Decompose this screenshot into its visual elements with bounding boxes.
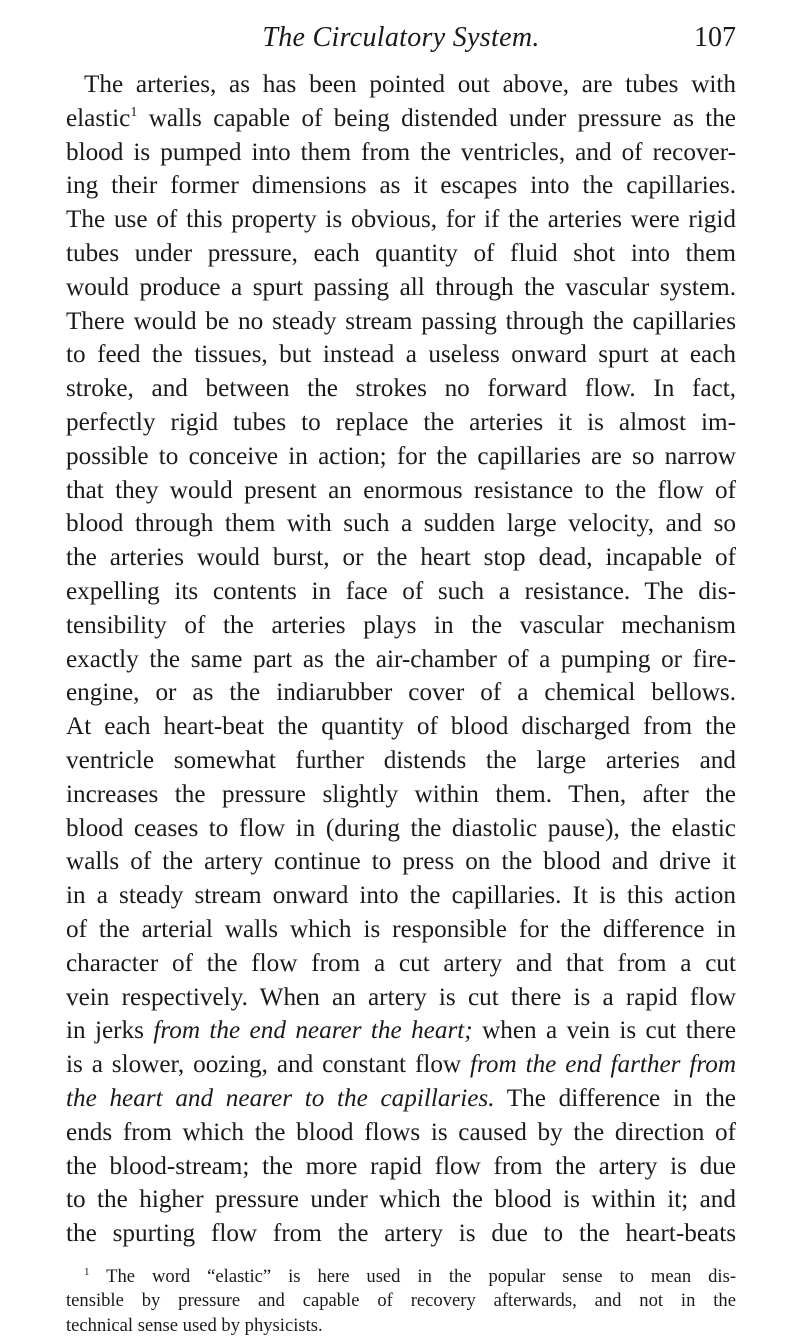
text-line: ends from which the blood flows is caused by the direction of	[66, 1118, 736, 1146]
text-line: There would be no steady stream passing through the capillaries	[66, 307, 736, 335]
text-line: character of the flow from a cut artery and that from a cut	[66, 949, 736, 977]
page-number: 107	[694, 22, 736, 53]
text-line: the blood-stream; the more rapid flow from the artery is due	[66, 1152, 736, 1180]
text-line: blood through them with such a sudden large velocity, and so	[66, 510, 736, 538]
italic-phrase: from the end nearer the heart;	[153, 1017, 473, 1045]
text-fragment: is a slower, oozing, and constant flow	[66, 1051, 462, 1079]
text-fragment: walls capable of being distended under pressure as the	[148, 104, 736, 132]
body-paragraph	[66, 68, 736, 1251]
footnote-line: tensible by pressure and capable of recovery afterwards, and not in the	[66, 1290, 736, 1312]
text-line: tensibility of the arteries plays in the vascular mechanism	[66, 611, 736, 639]
text-line: in a steady stream onward into the capillaries. It is this action	[66, 882, 736, 910]
text-line: vein respectively. When an artery is cut there is a rapid flow	[66, 983, 736, 1011]
text-fragment: The difference in the	[506, 1084, 736, 1112]
book-page	[66, 18, 736, 1338]
text-line	[66, 1082, 736, 1116]
text-fragment: elastic	[66, 104, 131, 132]
text-line	[66, 1014, 736, 1048]
text-line: ing their former dimensions as it escapes into the capillaries.	[66, 172, 736, 200]
text-line: of the arterial walls which is responsible for the difference in	[66, 915, 736, 943]
text-line: tubes under pressure, each quantity of fluid shot into them	[66, 239, 736, 267]
text-line: blood is pumped into them from the ventricles, and of recover-	[66, 138, 736, 166]
text-line: expelling its contents in face of such a resistance. The dis-	[66, 577, 736, 605]
italic-phrase: from the end farther from	[470, 1051, 737, 1079]
text-line: stroke, and between the strokes no forward flow. In fact,	[66, 375, 736, 403]
text-line: would produce a spurt passing all through the vascular system.	[66, 273, 736, 301]
text-line: The arteries, as has been pointed out above, are tubes with	[84, 71, 736, 98]
text-fragment: when a vein is cut there	[482, 1017, 737, 1045]
text-fragment: in jerks	[66, 1017, 144, 1045]
text-line: increases the pressure slightly within them. Then, after the	[66, 780, 736, 808]
text-line: At each heart-beat the quantity of blood discharged from the	[66, 713, 736, 741]
footnote-number: 1	[84, 1265, 90, 1278]
text-line: that they would present an enormous resistance to the flow of	[66, 476, 736, 504]
text-line	[66, 1048, 736, 1082]
text-line: engine, or as the indiarubber cover of a chemical bellows.	[66, 679, 736, 707]
footnote-line: technical sense used by physicists.	[66, 1314, 323, 1336]
text-fragment: The word “elastic” is here used in the popular sense to mean dis-	[106, 1265, 737, 1287]
text-line: perfectly rigid tubes to replace the arteries it is almost im-	[66, 408, 736, 436]
text-line: walls of the artery continue to press on the blood and drive it	[66, 848, 736, 876]
text-line: the arteries would burst, or the heart stop dead, incapable of	[66, 544, 736, 572]
text-line	[66, 102, 736, 136]
footnote-marker: 1	[130, 104, 138, 120]
text-line: the spurting flow from the artery is due to the heart-beats	[66, 1220, 736, 1248]
running-title: The Circulatory System.	[262, 22, 540, 53]
text-line: to the higher pressure under which the blood is within it; and	[66, 1186, 736, 1214]
footnote-line	[66, 1265, 736, 1290]
text-line: to feed the tissues, but instead a useless onward spurt at each	[66, 341, 736, 369]
text-line: ventricle somewhat further distends the large arteries and	[66, 746, 736, 774]
footnote	[66, 1265, 736, 1338]
italic-phrase: the heart and nearer to the capillaries.	[66, 1084, 495, 1112]
running-head	[66, 18, 736, 62]
text-line: The use of this property is obvious, for if the arteries were rigid	[66, 206, 736, 234]
text-line: exactly the same part as the air-chamber of a pumping or fire-	[66, 645, 736, 673]
text-line: blood ceases to flow in (during the diastolic pause), the elastic	[66, 814, 736, 842]
text-line: possible to conceive in action; for the capillaries are so narrow	[66, 442, 736, 470]
